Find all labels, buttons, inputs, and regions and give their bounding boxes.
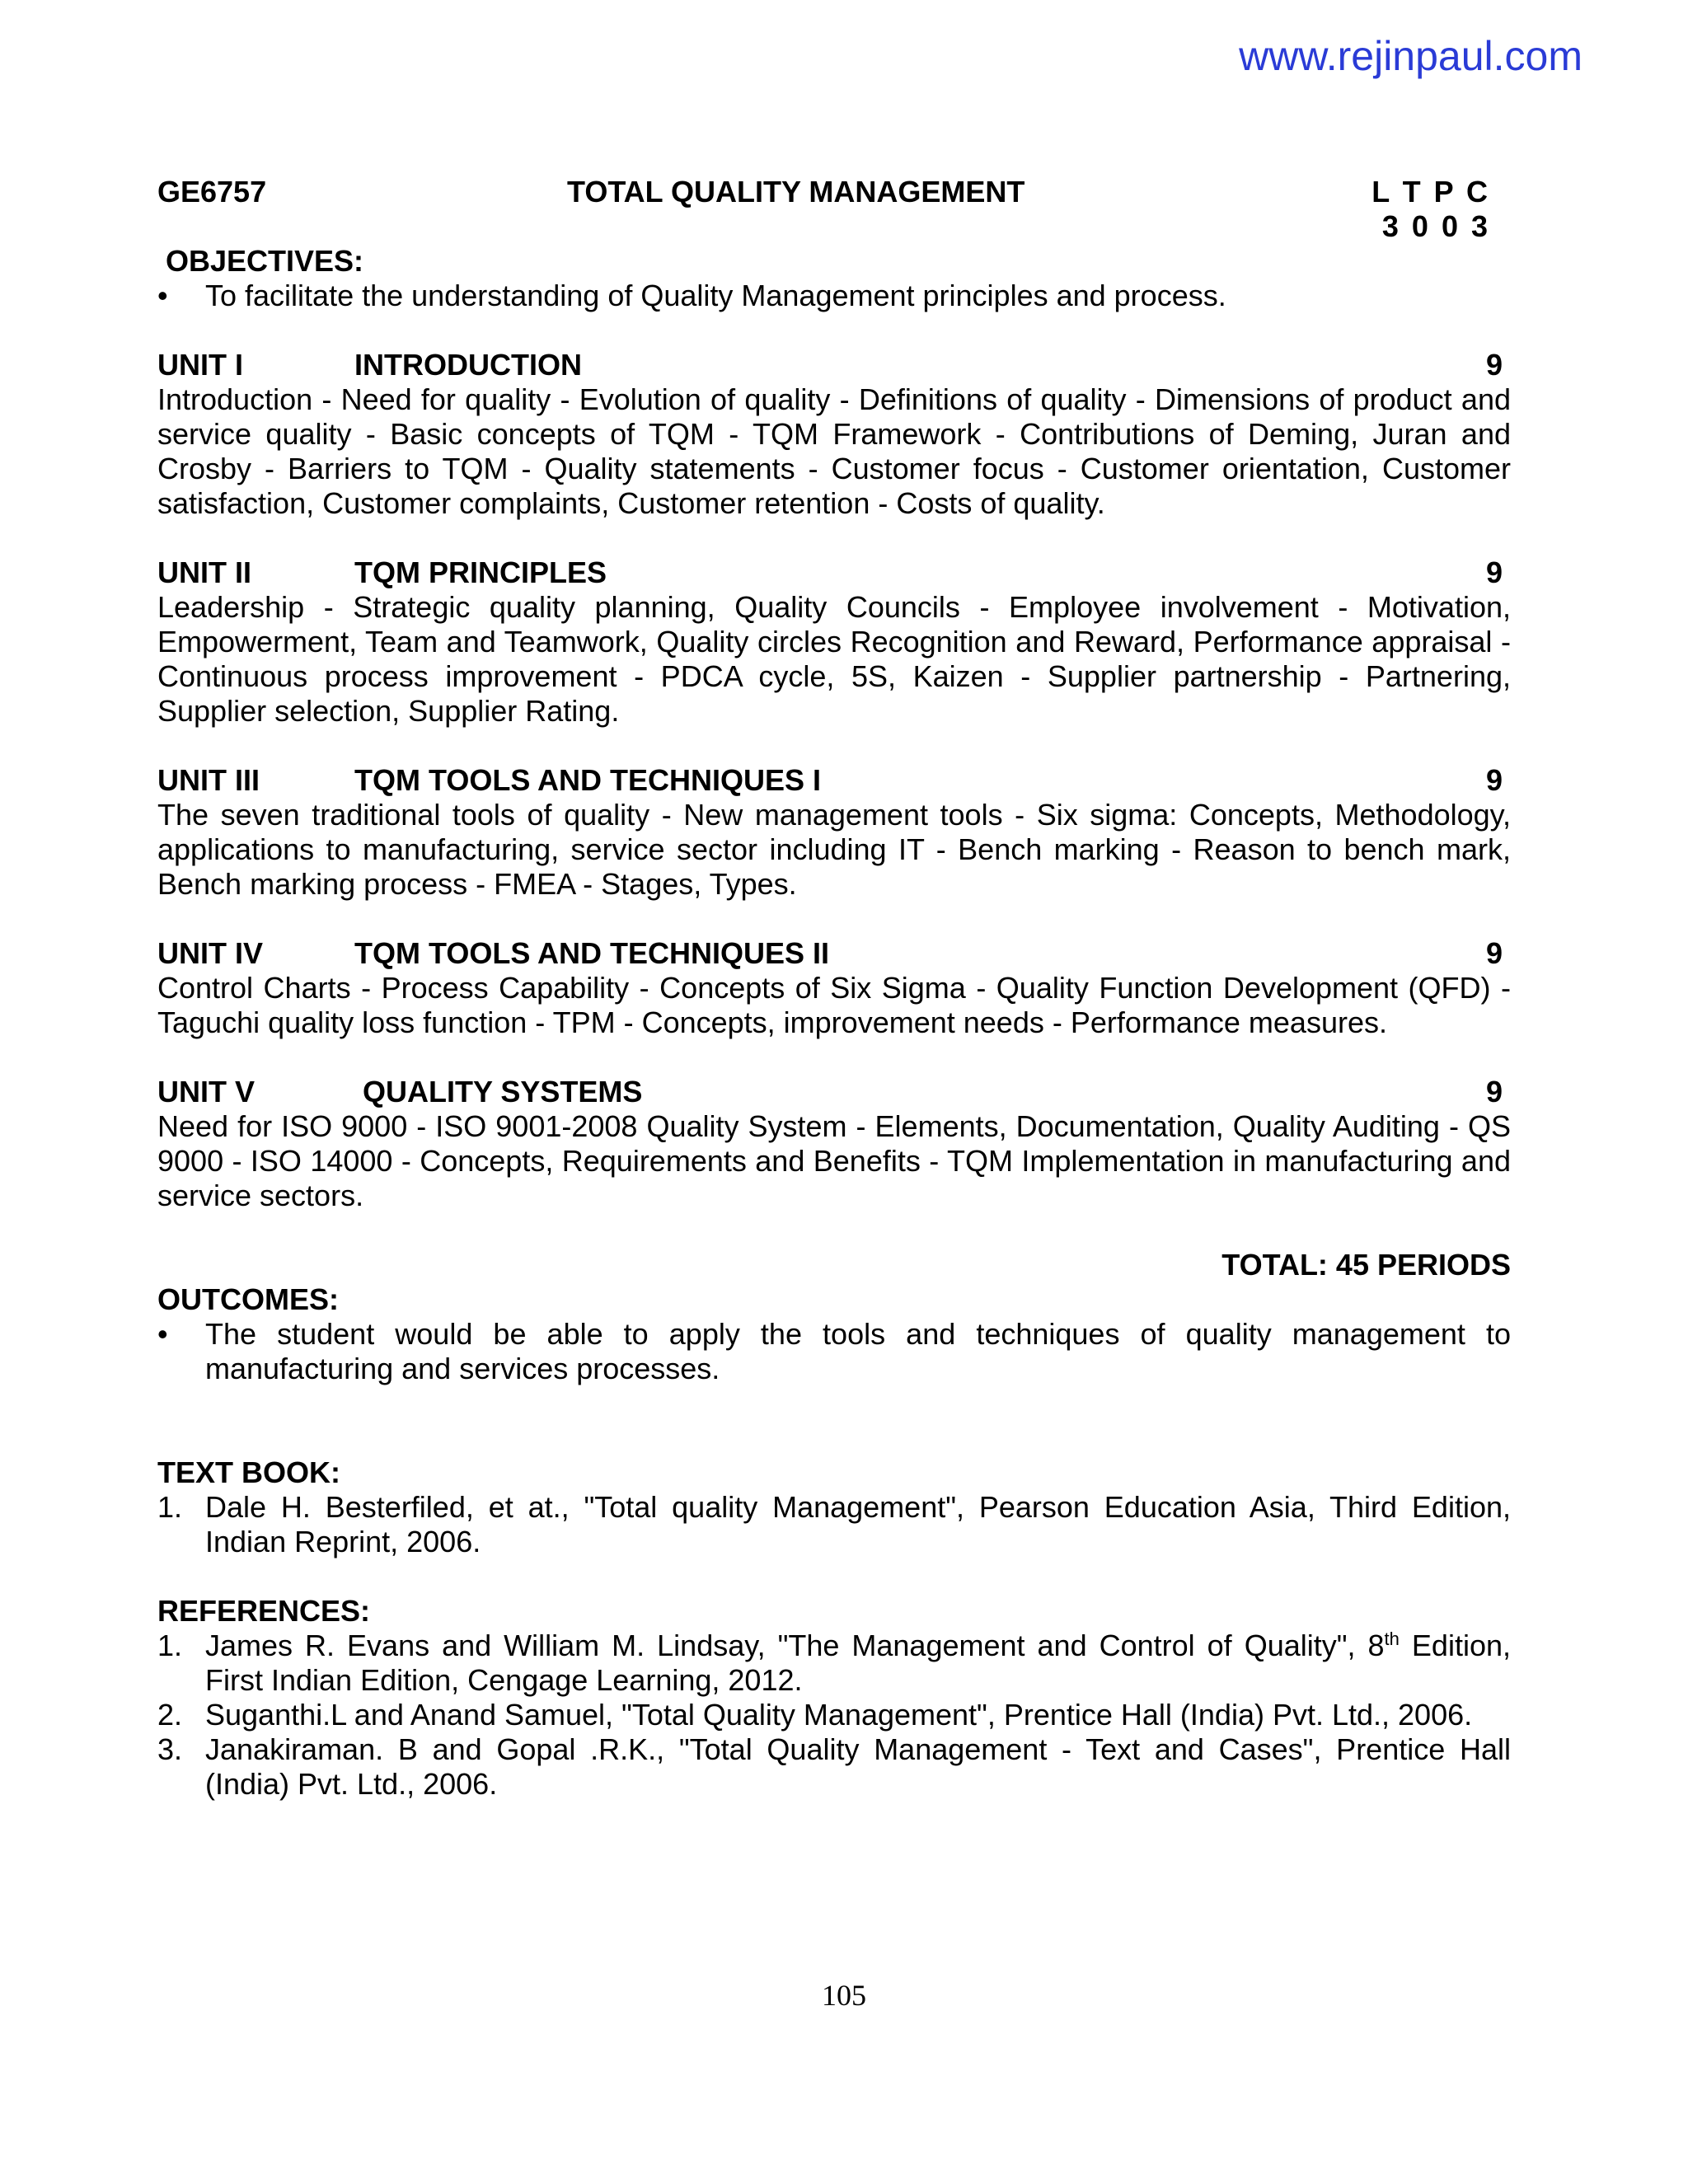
- list-number: 2.: [157, 1698, 183, 1732]
- unit-body: Introduction - Need for quality - Evolution of quality - Definitions of quality - Dimensions of product and service quality - Basic concepts of TQM - TQM Framework - Contributions of Deming, Juran and Crosby - Barriers to TQM - Quality statements - Customer focus - Customer orientation, Customer satisfaction, Customer complaints, Customer retention - Costs of quality.: [157, 382, 1511, 520]
- course-code: GE6757: [157, 175, 267, 209]
- outcome-item: • The student would be able to apply the tools and techniques of quality management to manufacturing and services processes.: [157, 1317, 1511, 1386]
- ltpc-values: 3 0 0 3: [1381, 209, 1488, 243]
- course-title: TOTAL QUALITY MANAGEMENT: [567, 175, 1025, 209]
- unit-5: [157, 1075, 1511, 1213]
- unit-heading: [157, 555, 1511, 590]
- textbook-text: Dale H. Besterfiled, et at., "Total quality Management", Pearson Education Asia, Third Edition, Indian Reprint, 2006.: [205, 1490, 1511, 1558]
- unit-title: QUALITY SYSTEMS: [363, 1075, 643, 1108]
- reference-text: James R. Evans and William M. Lindsay, "The Management and Control of Quality", 8: [205, 1629, 1385, 1662]
- reference-text: Janakiraman. B and Gopal .R.K., "Total Quality Management - Text and Cases", Prentice Hall (India) Pvt. Ltd., 2006.: [205, 1732, 1511, 1801]
- textbook-item: [157, 1490, 1511, 1559]
- unit-3: [157, 763, 1511, 902]
- unit-title: TQM PRINCIPLES: [354, 555, 607, 589]
- outcomes-heading: OUTCOMES:: [157, 1282, 339, 1316]
- total-periods: TOTAL: 45 PERIODS: [1221, 1248, 1511, 1282]
- unit-title: INTRODUCTION: [354, 348, 582, 382]
- list-number: 1.: [157, 1490, 183, 1524]
- textbook-list: [157, 1490, 1511, 1559]
- unit-number: UNIT V: [157, 1075, 256, 1108]
- reference-text: Suganthi.L and Anand Samuel, "Total Quality Management", Prentice Hall (India) Pvt. Ltd., 2006.: [205, 1698, 1473, 1732]
- ltpc-labels: L T P C: [1372, 175, 1488, 209]
- objective-item: • To facilitate the understanding of Quality Management principles and process.: [157, 279, 1511, 313]
- objectives-heading: OBJECTIVES:: [166, 244, 364, 278]
- list-number: 1.: [157, 1629, 183, 1662]
- unit-body: The seven traditional tools of quality - New management tools - Six sigma: Concepts, Methodology, applications to manufacturing, service sector including IT - Bench marking - Reason to bench mark, Bench marking process - FMEA - Stages, Types.: [157, 798, 1511, 901]
- textbook-heading: TEXT BOOK:: [157, 1455, 340, 1489]
- syllabus-page: [157, 175, 1511, 1802]
- unit-number: UNIT II: [157, 555, 251, 589]
- unit-number: UNIT III: [157, 763, 260, 797]
- course-header: [157, 175, 1511, 243]
- unit-number: UNIT I: [157, 348, 243, 382]
- unit-1: [157, 348, 1511, 521]
- unit-body: Need for ISO 9000 - ISO 9001-2008 Quality System - Elements, Documentation, Quality Auditing - QS 9000 - ISO 14000 - Concepts, Requirements and Benefits - TQM Implementation in manufacturing and service sectors.: [157, 1109, 1511, 1212]
- unit-hours: 9: [1485, 555, 1503, 589]
- list-number: 3.: [157, 1732, 183, 1766]
- unit-heading: [157, 763, 1511, 798]
- reference-superscript: th: [1384, 1629, 1400, 1649]
- objectives-list: [157, 279, 1511, 313]
- page-number: 105: [822, 1979, 866, 2012]
- unit-body: Control Charts - Process Capability - Concepts of Six Sigma - Quality Function Development (QFD) - Taguchi quality loss function - TPM - Concepts, improvement needs - Performance measures.: [157, 971, 1511, 1039]
- unit-title: TQM TOOLS AND TECHNIQUES I: [354, 763, 822, 797]
- reference-item: [157, 1629, 1511, 1698]
- unit-heading: [157, 1075, 1511, 1109]
- reference-item: [157, 1732, 1511, 1802]
- unit-hours: 9: [1485, 348, 1503, 382]
- reference-text-cont: Edition, First Indian Edition, Cengage Learning, 2012.: [205, 1629, 1511, 1697]
- unit-title: TQM TOOLS AND TECHNIQUES II: [354, 936, 830, 970]
- unit-hours: 9: [1485, 1075, 1503, 1108]
- unit-heading: [157, 936, 1511, 971]
- unit-body: Leadership - Strategic quality planning, Quality Councils - Employee involvement - Motivation, Empowerment, Team and Teamwork, Quality circles Recognition and Reward, Performance appraisal - Continuous process improvement - PDCA cycle, 5S, Kaizen - Supplier partnership - Partnering, Supplier selection, Supplier Rating.: [157, 590, 1511, 728]
- outcomes-list: [157, 1317, 1511, 1386]
- references-list: [157, 1629, 1511, 1802]
- reference-item: [157, 1698, 1511, 1732]
- references-heading: REFERENCES:: [157, 1594, 371, 1628]
- unit-4: [157, 936, 1511, 1040]
- unit-2: [157, 555, 1511, 729]
- unit-number: UNIT IV: [157, 936, 264, 970]
- unit-hours: 9: [1485, 763, 1503, 797]
- unit-hours: 9: [1485, 936, 1503, 970]
- watermark-url[interactable]: www.rejinpaul.com: [1239, 33, 1582, 79]
- unit-heading: [157, 348, 1511, 382]
